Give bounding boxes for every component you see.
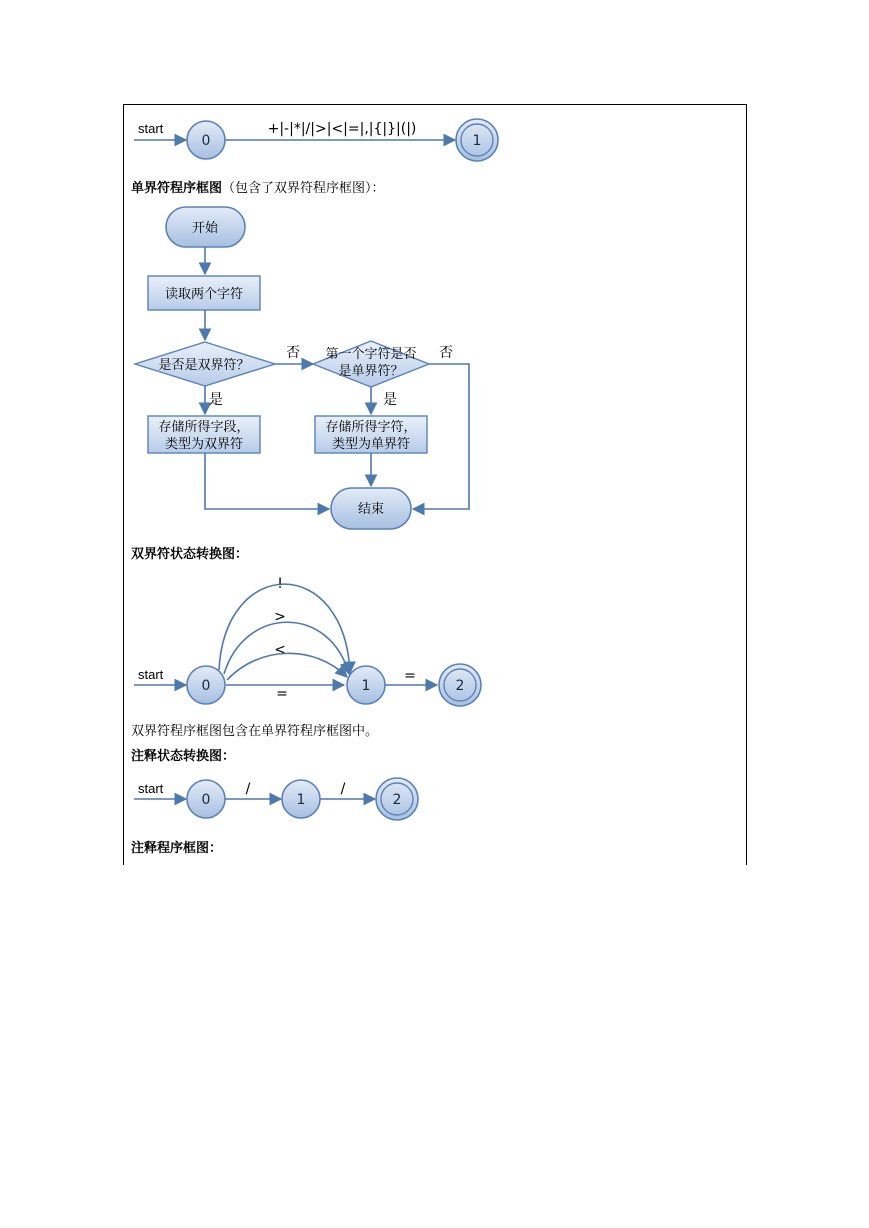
state-1-label: 1 [296,792,306,808]
comment-flow-heading: 注释程序框图： [131,841,223,856]
edge-label-1: / [245,781,251,797]
yes-label-1: 是 [209,392,223,408]
state-1-label: 1 [472,133,482,149]
state-2-label: 2 [392,792,402,808]
state-0-label: 0 [201,678,211,694]
store-double-text-2: 类型为双界符 [164,437,244,452]
no-label-2: 否 [439,345,453,361]
flow-arrow [205,453,329,509]
store-single-text-1: 存储所得字符， [325,420,417,435]
start-label: start [138,121,164,136]
single-flowchart [135,207,469,529]
arc-label-bang: ! [277,576,283,592]
end-text: 结束 [357,502,385,517]
single-flow-heading-note: （包含了双界符程序框图）： [222,181,385,196]
comment-state-heading: 注释状态转换图： [131,749,236,764]
decision-single-text-2: 是单界符？ [338,364,404,379]
arc-label-gt: > [274,609,286,625]
read-text: 读取两个字符 [164,287,244,302]
yes-label-2: 是 [383,392,397,408]
eq-label: = [404,668,416,684]
double-note-text: 双界符程序框图包含在单界符程序框图中。 [131,724,379,739]
store-double-text-1: 存储所得字段， [158,420,250,435]
transition-label: +|-|*|/|>|<|=|,|{|}|(|) [267,121,417,137]
state-0-label: 0 [201,792,211,808]
comment-state-diagram [134,778,418,820]
double-state-diagram [134,576,481,706]
state-0-label: 0 [201,133,211,149]
arc-label-lt: < [274,642,286,658]
edge-label-2: / [340,781,346,797]
state-1-label: 1 [361,678,371,694]
decision-double-text: 是否是双界符？ [158,358,250,373]
start-label: start [138,667,164,682]
single-state-diagram [134,119,498,161]
no-label-1: 否 [286,345,300,361]
double-state-heading: 双界符状态转换图： [131,547,249,562]
state-2-label: 2 [455,678,465,694]
start-text: 开始 [191,221,219,236]
arc-label-eq: = [276,686,288,702]
arc-lt [227,653,347,680]
single-flow-heading-bold: 单界符程序框图 [131,181,223,196]
start-label: start [138,781,164,796]
store-single-text-2: 类型为单界符 [331,437,411,452]
single-flow-heading [131,177,385,196]
decision-single-text-1: 第一个字符是否 [325,347,417,362]
arc-bang [219,584,350,673]
